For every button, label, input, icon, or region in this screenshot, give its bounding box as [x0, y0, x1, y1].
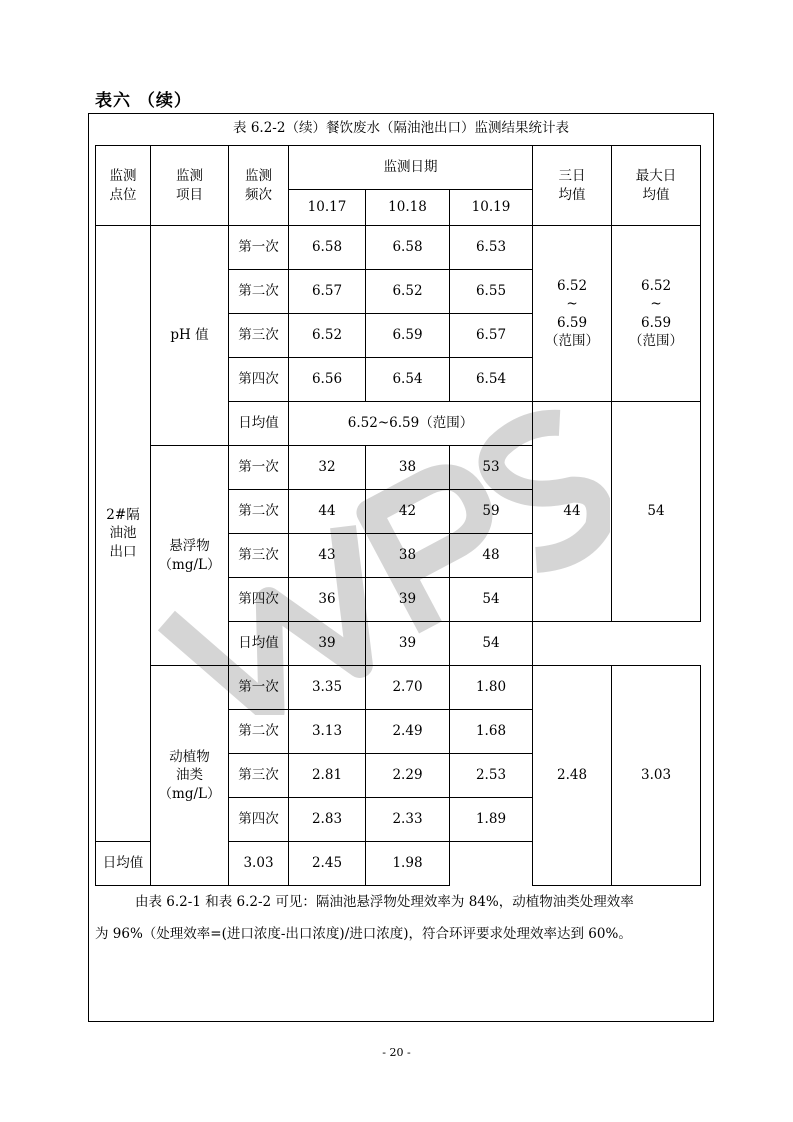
freq-cell: 第四次: [229, 578, 289, 622]
header-date-2: 10.18: [366, 190, 450, 226]
freq-cell: 第三次: [229, 754, 289, 798]
ss-max-daily-avg: 54: [612, 402, 701, 622]
value-cell: 6.52: [366, 270, 450, 314]
value-cell: 3.35: [289, 666, 366, 710]
ss-three-day-avg: 44: [533, 402, 612, 622]
freq-cell: 第三次: [229, 534, 289, 578]
value-cell: 43: [289, 534, 366, 578]
header-frequency: 监测 频次: [229, 146, 289, 226]
freq-cell: 日均值: [96, 842, 151, 886]
value-cell: 6.55: [450, 270, 533, 314]
freq-cell: 日均值: [229, 402, 289, 446]
value-cell: 6.56: [289, 358, 366, 402]
table-caption: 表 6.2-2（续）餐饮废水（隔油池出口）监测结果统计表: [233, 120, 569, 136]
section-heading: 表六 （续）: [95, 91, 192, 111]
value-cell: 6.57: [450, 314, 533, 358]
oil-three-day-avg: 2.48: [533, 666, 612, 886]
ph-max-daily-avg: 6.52 ~ 6.59 （范围）: [612, 226, 701, 402]
header-three-day-avg: 三日 均值: [533, 146, 612, 226]
header-item: 监测 项目: [151, 146, 229, 226]
value-cell: 2.49: [366, 710, 450, 754]
value-cell: 36: [289, 578, 366, 622]
freq-cell: 第三次: [229, 314, 289, 358]
value-cell: 39: [289, 622, 366, 666]
ph-daily-range: 6.52~6.59（范围）: [289, 402, 533, 446]
value-cell: 59: [450, 490, 533, 534]
value-cell: 38: [366, 446, 450, 490]
value-cell: 44: [289, 490, 366, 534]
value-cell: 6.58: [366, 226, 450, 270]
freq-cell: 第二次: [229, 490, 289, 534]
site-cell: 2#隔 油池 出口: [96, 226, 151, 842]
conclusion-line-1: 由表 6.2-1 和表 6.2-2 可见：隔油池悬浮物处理效率为 84%，动植物油类处理效率: [135, 894, 634, 910]
freq-cell: 日均值: [229, 622, 289, 666]
value-cell: 2.29: [366, 754, 450, 798]
header-date-1: 10.17: [289, 190, 366, 226]
value-cell: 6.53: [450, 226, 533, 270]
freq-cell: 第二次: [229, 710, 289, 754]
item-ph: pH 值: [151, 226, 229, 446]
freq-cell: 第二次: [229, 270, 289, 314]
freq-cell: 第一次: [229, 446, 289, 490]
freq-cell: 第一次: [229, 666, 289, 710]
value-cell: 6.54: [450, 358, 533, 402]
value-cell: 1.98: [366, 842, 450, 886]
value-cell: 2.81: [289, 754, 366, 798]
freq-cell: 第一次: [229, 226, 289, 270]
value-cell: 48: [450, 534, 533, 578]
value-cell: 1.89: [450, 798, 533, 842]
value-cell: 6.58: [289, 226, 366, 270]
value-cell: 1.68: [450, 710, 533, 754]
monitoring-results-table: [95, 145, 701, 886]
value-cell: 6.57: [289, 270, 366, 314]
value-cell: 3.13: [289, 710, 366, 754]
oil-max-daily-avg: 3.03: [612, 666, 701, 886]
value-cell: 54: [450, 622, 533, 666]
ph-three-day-avg: 6.52 ~ 6.59 （范围）: [533, 226, 612, 402]
value-cell: 2.83: [289, 798, 366, 842]
conclusion-line-2: 为 96%（处理效率=(进口浓度-出口浓度)/进口浓度)，符合环评要求处理效率达到 60%。: [95, 926, 632, 942]
header-site: 监测 点位: [96, 146, 151, 226]
page-number: - 20 -: [382, 1046, 411, 1059]
freq-cell: 第四次: [229, 798, 289, 842]
header-date-3: 10.19: [450, 190, 533, 226]
value-cell: 3.03: [229, 842, 289, 886]
value-cell: 2.33: [366, 798, 450, 842]
value-cell: 6.52: [289, 314, 366, 358]
header-date: 监测日期: [289, 146, 533, 190]
freq-cell: 第四次: [229, 358, 289, 402]
value-cell: 39: [366, 622, 450, 666]
item-suspended-solids: 悬浮物 （mg/L）: [151, 446, 229, 666]
value-cell: 1.80: [450, 666, 533, 710]
header-max-daily-avg: 最大日 均值: [612, 146, 701, 226]
value-cell: 53: [450, 446, 533, 490]
value-cell: 2.70: [366, 666, 450, 710]
value-cell: 32: [289, 446, 366, 490]
value-cell: 6.59: [366, 314, 450, 358]
value-cell: 39: [366, 578, 450, 622]
value-cell: 2.53: [450, 754, 533, 798]
value-cell: 38: [366, 534, 450, 578]
value-cell: 2.45: [289, 842, 366, 886]
value-cell: 6.54: [366, 358, 450, 402]
value-cell: 54: [450, 578, 533, 622]
value-cell: 42: [366, 490, 450, 534]
item-animal-vegetable-oil: 动植物 油类 （mg/L）: [151, 666, 229, 886]
